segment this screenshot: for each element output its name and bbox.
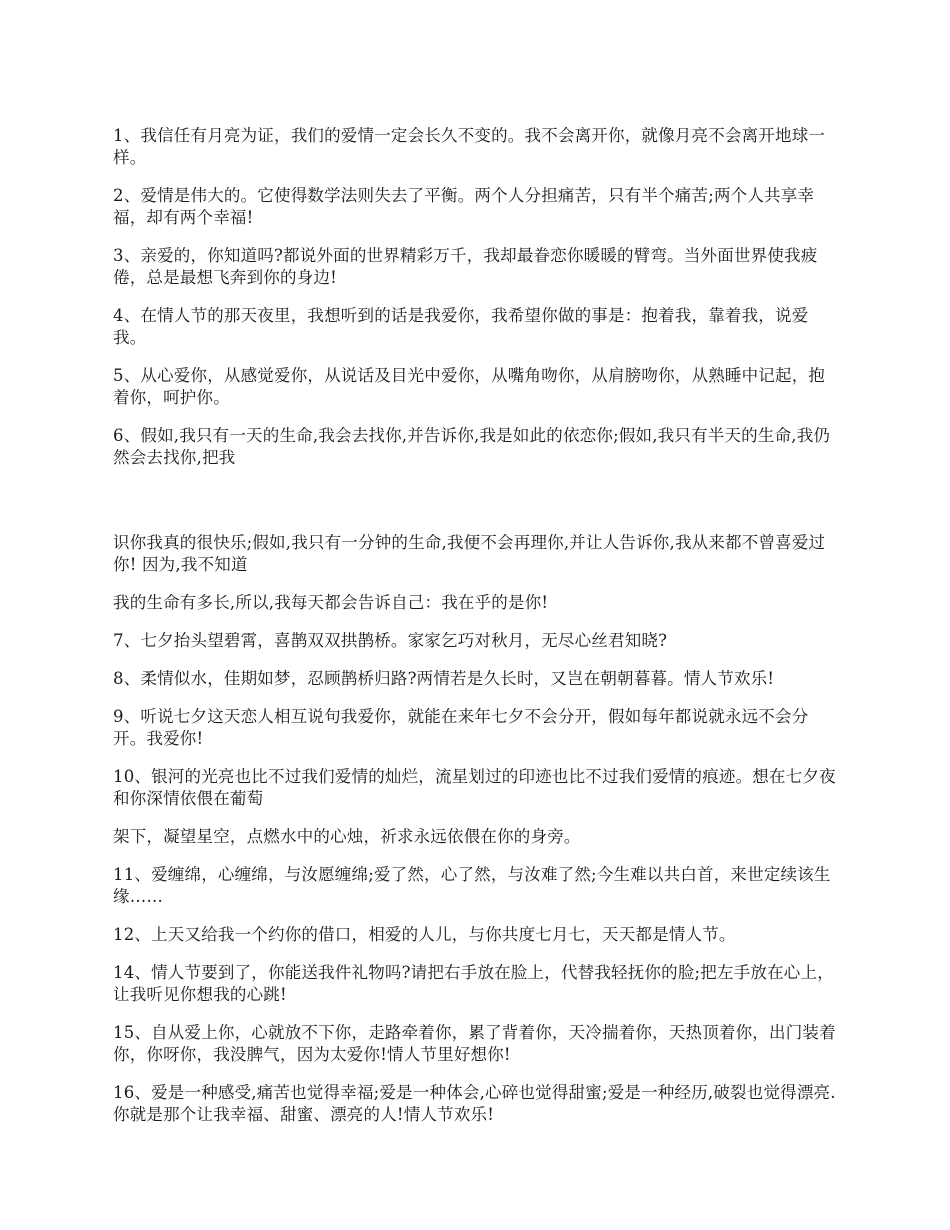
paragraph-16: 16、爱是一种感受,痛苦也觉得幸福;爱是一种体会,心碎也觉得甜蜜;爱是一种经历,破裂也觉得漂亮.你就是那个让我幸福、甜蜜、漂亮的人!情人节欢乐!	[113, 1083, 836, 1124]
paragraph-6: 6、假如,我只有一天的生命,我会去找你,并告诉你,我是如此的依恋你;假如,我只有半天的生命,我仍然会去找你,把我	[113, 426, 831, 467]
paragraph-6-continued: 识你我真的很快乐;假如,我只有一分钟的生命,我便不会再理你,并让人告诉你,我从来都不曾喜爱过你! 因为,我不知道	[113, 533, 826, 574]
paragraph-8: 8、柔情似水，佳期如梦，忍顾鹊桥归路?两情若是久长时，又岂在朝朝暮暮。情人节欢乐!	[113, 669, 775, 688]
paragraph-2: 2、爱情是伟大的。它使得数学法则失去了平衡。两个人分担痛苦，只有半个痛苦;两个人共享幸福，却有两个幸福!	[113, 186, 815, 227]
document-page	[113, 125, 838, 1142]
paragraph-group-bottom	[113, 532, 838, 1126]
paragraph-3: 3、亲爱的，你知道吗?都说外面的世界精彩万千，我却最眷恋你暖暖的臂弯。当外面世界使我疲倦，总是最想飞奔到你的身边!	[113, 246, 818, 287]
paragraph-15: 15、自从爱上你，心就放不下你，走路牵着你，累了背着你，天冷揣着你，天热顶着你，出门装着你，你呀你，我没脾气，因为太爱你!情人节里好想你!	[113, 1023, 836, 1064]
paragraph-14: 14、情人节要到了，你能送我件礼物吗?请把右手放在脸上，代替我轻抚你的脸;把左手放在心上，让我听见你想我的心跳!	[113, 963, 834, 1004]
paragraph-12: 12、上天又给我一个约你的借口，相爱的人儿，与你共度七月七，天天都是情人节。	[113, 925, 736, 944]
page-break-gap	[113, 485, 838, 532]
paragraph-9: 9、听说七夕这天恋人相互说句我爱你，就能在来年七夕不会分开，假如每年都说就永远不会分开。我爱你!	[113, 707, 809, 748]
paragraph-group-top	[113, 125, 838, 469]
paragraph-10-continued: 架下，凝望星空，点燃水中的心烛，祈求永远依偎在你的身旁。	[113, 827, 581, 846]
paragraph-5: 5、从心爱你，从感觉爱你，从说话及目光中爱你，从嘴角吻你，从肩膀吻你，从熟睡中记起，抱着你，呵护你。	[113, 366, 826, 407]
paragraph-1: 1、我信任有月亮为证，我们的爱情一定会长久不变的。我不会离开你，就像月亮不会离开地球一样。	[113, 126, 826, 167]
paragraph-4: 4、在情人节的那天夜里，我想听到的话是我爱你，我希望你做的事是：抱着我，靠着我，说爱我。	[113, 306, 809, 347]
paragraph-10: 10、银河的光亮也比不过我们爱情的灿烂，流星划过的印迹也比不过我们爱情的痕迹。想在七夕夜和你深情依偎在葡萄	[113, 767, 836, 808]
paragraph-7: 7、七夕抬头望碧霄，喜鹊双双拱鹊桥。家家乞巧对秋月，无尽心丝君知晓?	[113, 631, 668, 650]
paragraph-6-end: 我的生命有多长,所以,我每天都会告诉自己：我在乎的是你!	[113, 593, 549, 612]
paragraph-11: 11、爱缠绵，心缠绵，与汝愿缠绵;爱了然，心了然，与汝难了然;今生难以共白首，来世定续该生缘……	[113, 865, 831, 906]
